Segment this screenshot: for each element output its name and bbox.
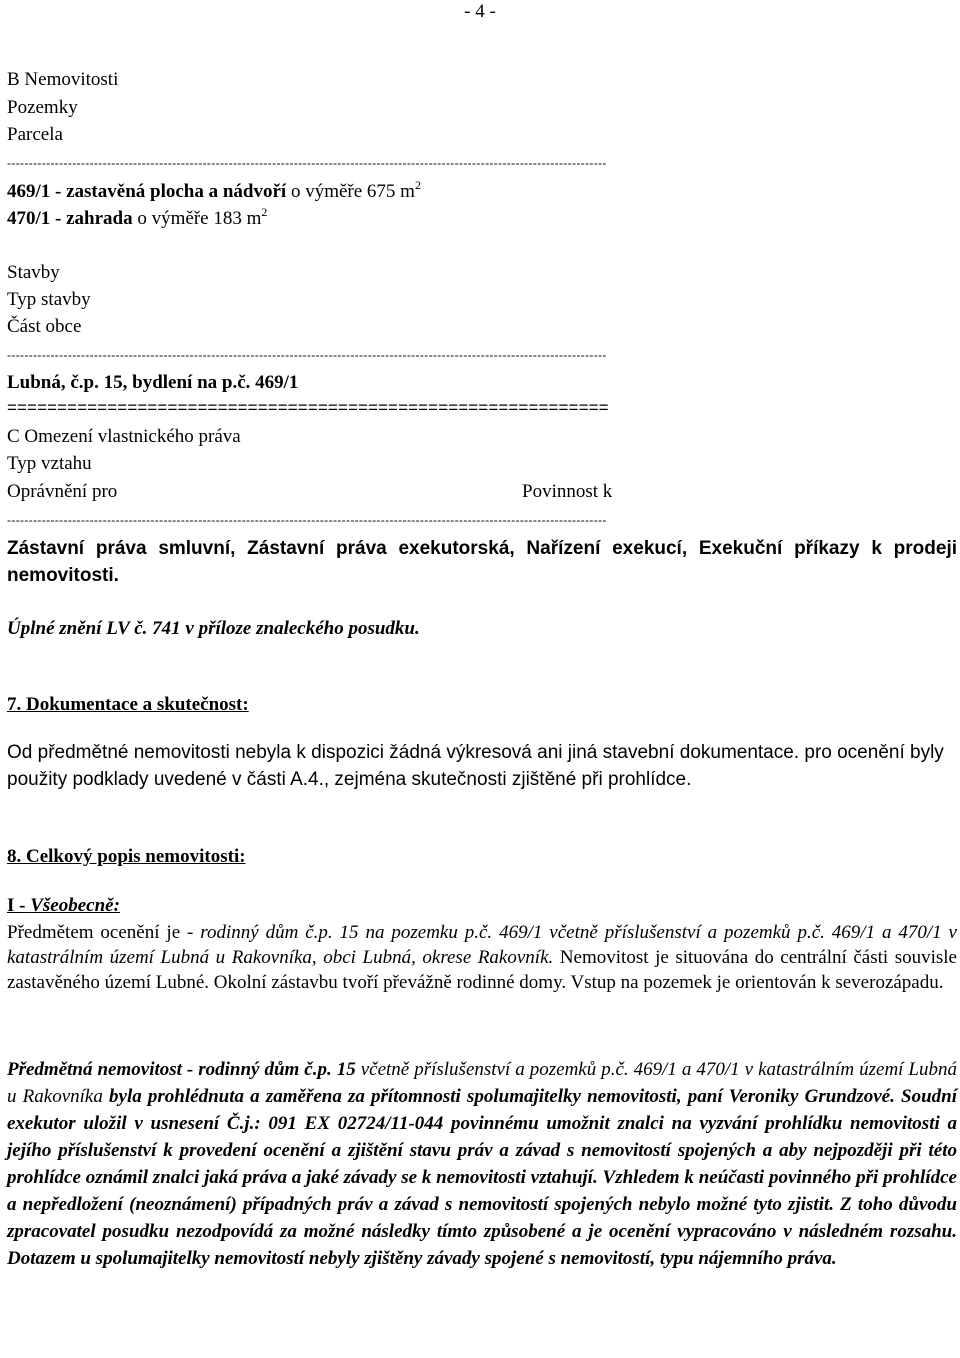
section-b-title: B Nemovitosti (7, 69, 119, 90)
sub-heading: Všeobecně: (30, 895, 120, 916)
povinnost-k-label: Povinnost k (522, 481, 613, 502)
separator-dash-3: ------------------------------------------------------------------------------------------------------------------------------------------ (7, 514, 607, 526)
sub-prefix: I - (7, 895, 31, 916)
opravneni-pro-label: Oprávnění pro (7, 481, 118, 502)
page-number: - 4 - (464, 1, 496, 22)
p2-details: 044 povinnému umožnit znalci na vyzvání prohlídku nemovitosti a jejího příslušenství k provedení ocenění a zjištění stavu práv a závad s nemovitostí spojených a aby nejpozději při této prohlídce oznámil znalci jaká práva a jaké závady se k nemovitosti vztahují. Vzhledem k neúčasti povinného při prohlídce a nepředložení (neoznámení) případných práv a závad s nemovitostí spojených nebylo možné tyto zjistit. Z toho důvodu zpracovatel posudku nezodpovídá za možné následky tímto způsobené a je ocenění vypracováno v následném rozsahu. Dotazem u spolumajitelky nemovitostí nebyly zjištěny závady spojené s nemovitostí, typu nájemního práva. (7, 1113, 957, 1269)
section-8-sub (7, 894, 120, 918)
section-b-pozemky: Pozemky (7, 97, 78, 118)
section-7-heading: 7. Dokumentace a skutečnost: (7, 694, 249, 715)
parcel-469-1 (7, 180, 421, 204)
separator-equals: ============================================================ (7, 398, 609, 417)
full-text-note: Úplné znění LV č. 741 v příloze znaleckého posudku. (7, 618, 420, 639)
sup-2: 2 (414, 178, 421, 192)
parcel-470-1-area: o výměře 183 m (132, 208, 262, 229)
sup-2: 2 (261, 205, 268, 219)
paragraph-2 (7, 1056, 957, 1272)
building-entry: Lubná, č.p. 15, bydlení na p.č. 469/1 (7, 372, 299, 393)
parcel-470-1-id: 470/1 - zahrada (7, 208, 133, 229)
p2-inspection: byla prohlédnuta a zaměřena za přítomnosti spolumajitelky nemovitosti, paní Veroniky Grundzové. Soudní exekutor uložil v usnesení Č.j.: 091 EX 02724/11- (7, 1086, 958, 1134)
section-b-parcela: Parcela (7, 124, 63, 145)
separator-dash-1: ------------------------------------------------------------------------------------------------------------------------------------------ (7, 157, 607, 169)
typ-vztahu-label: Typ vztahu (7, 453, 92, 474)
p1-subject: rodinný dům č.p. 15 na pozemku p.č. 469/1 včetně příslušenství a pozemků p.č. 469/1 a 470/1 v katastrálním území Lubná u Rakovníka, obci Lubná, okrese Rakovník. (7, 922, 957, 968)
separator-dash-2: ------------------------------------------------------------------------------------------------------------------------------------------ (7, 349, 607, 361)
paragraph-1 (7, 920, 957, 995)
stavby-label: Stavby (7, 262, 60, 283)
cast-obce-label: Část obce (7, 316, 82, 337)
section-c-title: C Omezení vlastnického práva (7, 426, 241, 447)
p2-subject: Předmětná nemovitost - rodinný dům č.p. 15 (7, 1059, 356, 1080)
section-8-heading: 8. Celkový popis nemovitosti: (7, 846, 246, 867)
section-7-text: Od předmětné nemovitosti nebyla k dispozici žádná výkresová ani jiná stavební dokumentace. pro ocenění byly použity podklady uvedené v části A.4., zejména skutečnosti zjištěné při prohlídce. (7, 742, 944, 790)
p1-lead: Předmětem ocenění je - (7, 922, 201, 943)
parcel-469-1-area: o výměře 675 m (286, 181, 415, 202)
parcel-469-1-id: 469/1 - zastavěná plocha a nádvoří (7, 181, 287, 202)
rights-list: Zástavní práva smluvní, Zástavní práva exekutorská, Nařízení exekucí, Exekuční příkazy k prodeji nemovitosti. (7, 538, 957, 586)
typ-stavby-label: Typ stavby (7, 289, 91, 310)
p1-location: Nemovitost je situována do centrální části souvisle zastavěného území Lubné. Okolní zástavbu tvoří převážně rodinné domy. Vstup na pozemek je orientován k severozápadu. (7, 947, 957, 993)
parcel-470-1 (7, 207, 267, 231)
p2-location: včetně příslušenství a pozemků p.č. 469/1 a 470/1 v katastrálním území Lubná u Rakovníka (7, 1059, 957, 1107)
